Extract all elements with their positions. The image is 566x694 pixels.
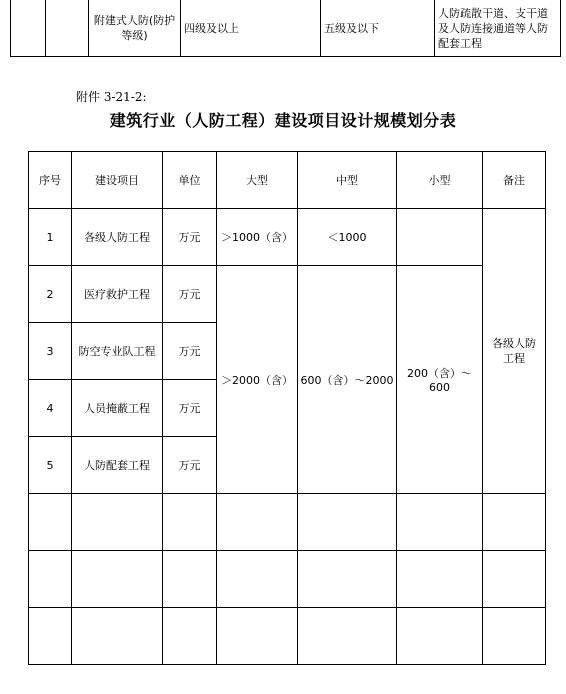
cell-unit: 万元 xyxy=(163,380,217,437)
empty-cell xyxy=(72,494,163,551)
header-large: 大型 xyxy=(217,152,298,209)
cell-unit: 万元 xyxy=(163,209,217,266)
empty-cell xyxy=(397,551,483,608)
table-row xyxy=(29,209,546,266)
cell-no: 5 xyxy=(29,437,72,494)
remark-text: 各级人防工程 xyxy=(492,337,536,365)
empty-cell xyxy=(72,608,163,665)
cell-level-low: 五级及以下 xyxy=(321,0,435,57)
empty-cell xyxy=(298,494,397,551)
empty-cell xyxy=(298,551,397,608)
cell-2 xyxy=(46,0,89,57)
empty-cell xyxy=(483,551,546,608)
cell-item: 人防配套工程 xyxy=(72,437,163,494)
cell-supporting-works: 人防疏散干道、支干道及人防连接通道等人防配套工程 xyxy=(435,0,561,57)
cell-medium: ＜1000 xyxy=(298,209,397,266)
cell-item: 人员掩蔽工程 xyxy=(72,380,163,437)
cell-unit: 万元 xyxy=(163,437,217,494)
empty-cell xyxy=(29,494,72,551)
cell-item: 防空专业队工程 xyxy=(72,323,163,380)
empty-row xyxy=(29,494,546,551)
cell-remark xyxy=(483,209,546,494)
cell-large-merged: ＞2000（含） xyxy=(217,266,298,494)
empty-cell xyxy=(72,551,163,608)
empty-cell xyxy=(217,494,298,551)
empty-cell xyxy=(217,608,298,665)
page-title: 建筑行业（人防工程）建设项目设计规模划分表 xyxy=(109,111,457,130)
header-unit: 单位 xyxy=(163,152,217,209)
attachment-label: 附件 3-21-2: xyxy=(76,90,147,104)
cell-1 xyxy=(11,0,46,57)
header-item: 建设项目 xyxy=(72,152,163,209)
cell-medium-merged: 600（含）～2000 xyxy=(298,266,397,494)
empty-cell xyxy=(163,494,217,551)
empty-cell xyxy=(298,608,397,665)
scale-classification-table xyxy=(28,151,546,665)
empty-cell xyxy=(397,608,483,665)
cell-small-merged: 200（含）～600 xyxy=(397,266,483,494)
cell-no: 1 xyxy=(29,209,72,266)
empty-cell xyxy=(217,551,298,608)
cell-small xyxy=(397,209,483,266)
cell-no: 2 xyxy=(29,266,72,323)
empty-cell xyxy=(163,608,217,665)
empty-cell xyxy=(29,551,72,608)
empty-cell xyxy=(397,494,483,551)
empty-row xyxy=(29,608,546,665)
cell-item: 各级人防工程 xyxy=(72,209,163,266)
empty-row xyxy=(29,551,546,608)
empty-cell xyxy=(483,608,546,665)
empty-cell xyxy=(483,494,546,551)
cell-unit: 万元 xyxy=(163,266,217,323)
cell-no: 3 xyxy=(29,323,72,380)
empty-cell xyxy=(163,551,217,608)
header-small: 小型 xyxy=(397,152,483,209)
header-remark: 备注 xyxy=(483,152,546,209)
table-row xyxy=(11,0,561,57)
cell-unit: 万元 xyxy=(163,323,217,380)
empty-cell xyxy=(29,608,72,665)
previous-table-fragment xyxy=(10,0,561,57)
cell-level-high: 四级及以上 xyxy=(181,0,321,57)
cell-item: 医疗救护工程 xyxy=(72,266,163,323)
cell-large: ＞1000（含） xyxy=(217,209,298,266)
header-no: 序号 xyxy=(29,152,72,209)
cell-building-type: 附建式人防(防护等级) xyxy=(89,0,181,57)
header-medium: 中型 xyxy=(298,152,397,209)
cell-no: 4 xyxy=(29,380,72,437)
table-row xyxy=(29,266,546,323)
table-header-row xyxy=(29,152,546,209)
